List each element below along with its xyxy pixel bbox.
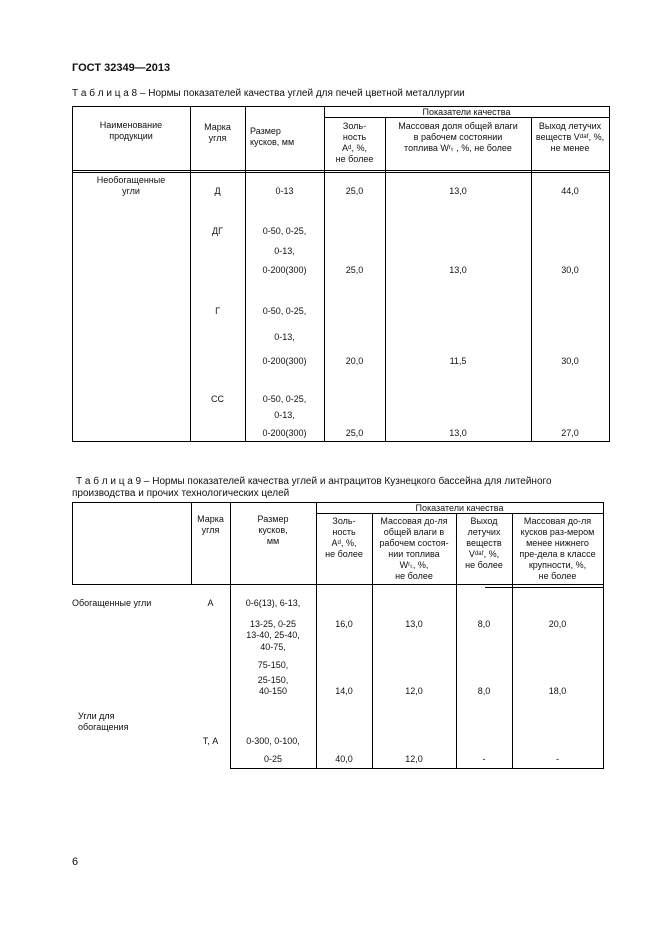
t9-head-ash: Золь- ность Aᵈ, %, не более [325,516,363,559]
t8-size: 0-13 [275,186,294,196]
t9-size: 0-25 [263,754,282,764]
t8-brand: ДГ [212,226,223,236]
page-number: 6 [72,856,79,868]
table8-caption: Т а б л и ц а 8 – Нормы показателей качества углей для печей цветной металлургии [72,88,465,99]
t9-size: 13-40, 25-40, [246,630,300,640]
t9-brand: Т, А [202,736,219,746]
t9-product-name: Обогащенные угли [72,598,152,608]
t9-ash: 40,0 [335,754,353,764]
t8-moisture: 13,0 [449,186,467,196]
t9-head-pieces: Массовая до-ля кусков раз-мером менее нижнего пре-дела в классе крупности, %, не более [519,516,596,581]
t8-size: 0-13, [274,410,295,420]
t8-ash: 25,0 [345,428,364,438]
t8-volatile: 30,0 [561,265,579,275]
t8-size: 0-200(300) [262,356,307,366]
t8-moisture: 13,0 [449,428,467,438]
t8-size: 0-13, [274,332,295,342]
t8-head-product: Наименование продукции [99,120,163,141]
t8-volatile: 44,0 [561,186,579,196]
t8-brand: СС [211,394,224,404]
t8-brand: Д [214,186,221,196]
t9-size: 0-6(13), 6-13, [245,598,301,608]
t8-moisture: 13,0 [449,265,467,275]
t9-ash: 14,0 [335,686,353,696]
t8-brand: Г [215,306,220,316]
t8-ash: 25,0 [345,265,364,275]
t8-size: 0-50, 0-25, [262,226,307,236]
t9-head-group: Показатели качества [415,503,504,513]
t8-volatile: 27,0 [561,428,579,438]
t9-pieces: 20,0 [548,619,567,629]
t8-size: 0-50, 0-25, [262,394,307,404]
t8-head-brand: Марка угля [204,122,231,143]
t9-size: 0-300, 0-100, [246,736,300,746]
t9-size: 40-75, [260,642,286,652]
t8-moisture: 11,5 [449,356,467,366]
t9-volatile: - [482,754,486,764]
t9-volatile: 8,0 [477,619,491,629]
t9-size: 75-150, [257,660,289,670]
t9-volatile: 8,0 [477,686,491,696]
t9-head-size: Размер кусков, мм [257,514,289,546]
t9-moisture: 12,0 [405,754,423,764]
t8-head-size: Размер кусков, мм [250,126,295,147]
t8-ash: 20,0 [345,356,364,366]
t9-product-name: Угли для обогащения [78,711,129,732]
t9-moisture: 13,0 [405,619,423,629]
table9-caption: Т а б л и ц а 9 – Нормы показателей качества углей и антрацитов Кузнецкого бассейна для литейного [76,476,552,487]
t9-head-volatile: Выход летучих веществ Vᵈᵃᶠ, %, не более [465,516,503,570]
t9-brand: А [207,598,214,608]
t8-product-name: Необогащенные угли [96,175,166,196]
t8-volatile: 30,0 [561,356,579,366]
document-header: ГОСТ 32349—2013 [72,62,171,74]
t8-head-group: Показатели качества [422,107,511,117]
t9-head-brand: Марка угля [197,514,224,535]
t9-moisture: 12,0 [405,686,423,696]
t8-size: 0-50, 0-25, [262,306,307,316]
t8-head-moisture: Массовая доля общей влаги в рабочем состоянии топлива Wʳₜ , %, не более [398,121,518,153]
t8-head-volatile: Выход летучих веществ Vᵈᵃᶠ, %, не менее [535,121,605,153]
t9-pieces: 18,0 [548,686,567,696]
t9-size: 25-150, [257,675,289,685]
t8-ash: 25,0 [345,186,364,196]
table9-caption-line2: производства и прочих технологических целей [72,488,290,499]
t8-head-ash: Золь- ность Aᵈ, %, не более [335,121,374,164]
t8-size: 0-200(300) [262,428,307,438]
t9-size: 40-150 [258,686,288,696]
t9-size: 13-25, 0-25 [249,619,297,629]
t9-head-moisture: Массовая до-ля общей влаги в рабочем состоя- нии топлива Wʳₜ, %, не более [379,516,449,581]
t8-size: 0-13, [274,246,295,256]
t9-ash: 16,0 [335,619,353,629]
t9-pieces: - [556,754,559,764]
t8-size: 0-200(300) [262,265,307,275]
